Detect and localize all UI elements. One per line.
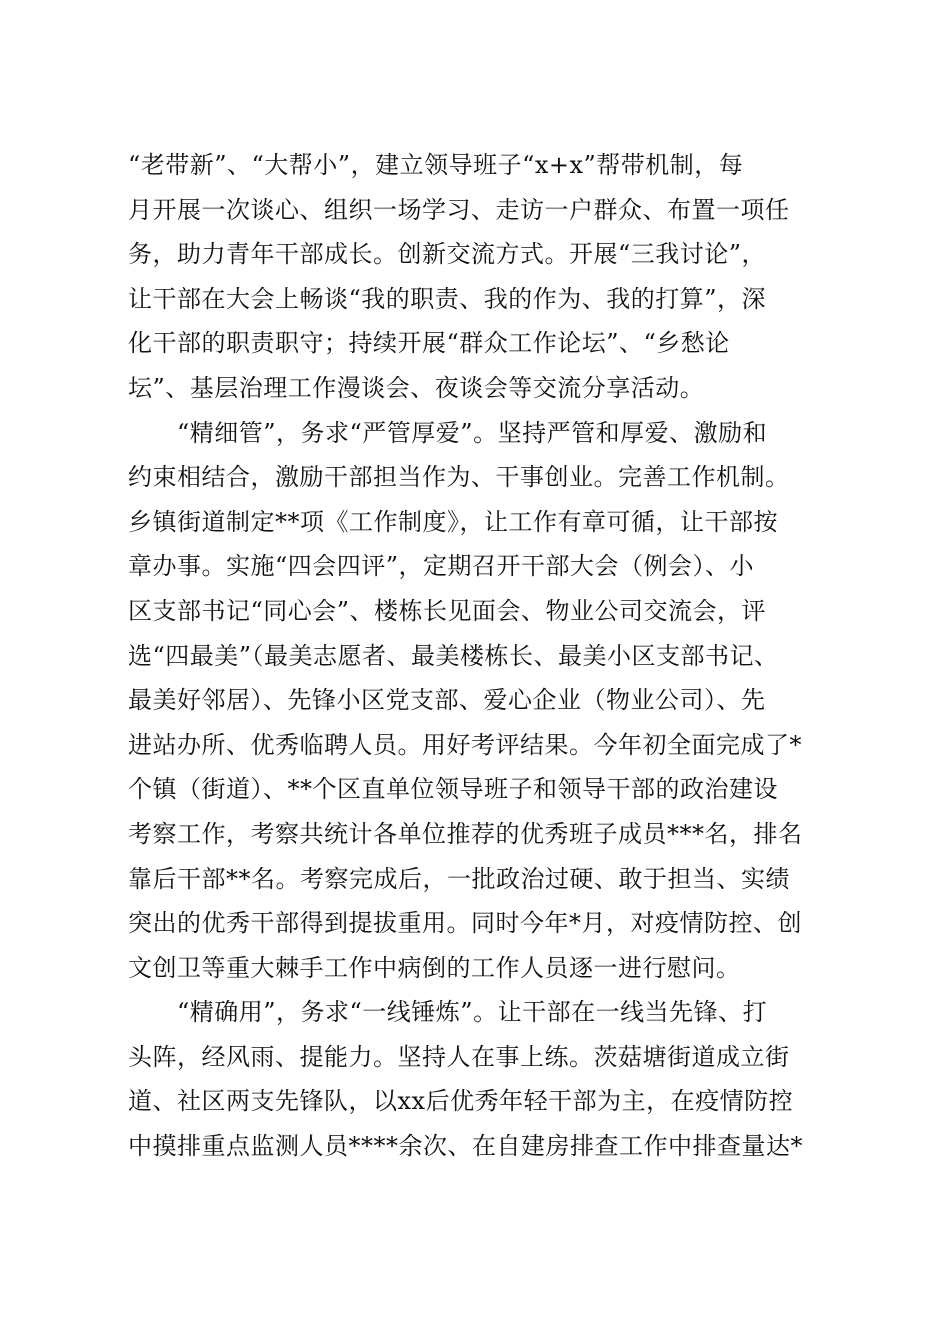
text-line: “老带新”、“大帮小”，建立领导班子“x+x”帮带机制，每: [128, 151, 744, 179]
text-line: 章办事。实施“四会四评”，定期召开干部大会（例会）、小: [128, 552, 755, 581]
text-line: 头阵，经风雨、提能力。坚持人在事上练。茨菇塘街道成立街: [128, 1042, 790, 1071]
text-line: 个镇（街道）、**个区直单位领导班子和领导干部的政治建设: [128, 775, 778, 804]
text-line: 坛”、基层治理工作漫谈会、夜谈会等交流分享活动。: [128, 373, 705, 402]
text-line: “精确用”，务求“一线锤炼”。让干部在一线当先锋、打: [128, 998, 768, 1027]
text-line: “精细管”，务求“严管厚爱”。坚持严管和厚爱、激励和: [128, 418, 768, 447]
text-line: 选“四最美”（最美志愿者、最美楼栋长、最美小区支部书记、: [128, 641, 779, 670]
text-line: 务，助力青年干部成长。创新交流方式。开展“三我讨论”，: [128, 240, 767, 269]
text-line: 月开展一次谈心、组织一场学习、走访一户群众、布置一项任: [128, 195, 790, 224]
text-line: 文创卫等重大棘手工作中病倒的工作人员逐一进行慰问。: [128, 953, 741, 982]
text-line: 乡镇街道制定**项《工作制度》，让工作有章可循，让干部按: [128, 507, 778, 536]
text-line: 约束相结合，激励干部担当作为、干事创业。完善工作机制。: [128, 463, 790, 492]
document-body: [128, 143, 828, 1169]
text-line: 让干部在大会上畅谈“我的职责、我的作为、我的打算”，深: [128, 284, 767, 313]
text-line: 突出的优秀干部得到提拔重用。同时今年*月，对疫情防控、创: [128, 909, 802, 938]
text-line: 靠后干部**名。考察完成后，一批政治过硬、敢于担当、实绩: [128, 864, 790, 893]
text-line: 最美好邻居）、先锋小区党支部、爱心企业（物业公司）、先: [128, 686, 766, 715]
text-line: 道、社区两支先锋队，以xx后优秀年轻干部为主，在疫情防控: [128, 1087, 794, 1116]
text-line: 考察工作，考察共统计各单位推荐的优秀班子成员***名，排名: [128, 819, 803, 848]
text-line: 中摸排重点监测人员****余次、在自建房排查工作中排查量达*: [128, 1132, 803, 1161]
text-line: 化干部的职责职守；持续开展“群众工作论坛”、“乡愁论: [128, 329, 730, 358]
text-line: 进站办所、优秀临聘人员。用好考评结果。今年初全面完成了*: [128, 730, 802, 759]
text-line: 区支部书记“同心会”、楼栋长见面会、物业公司交流会，评: [128, 596, 767, 625]
